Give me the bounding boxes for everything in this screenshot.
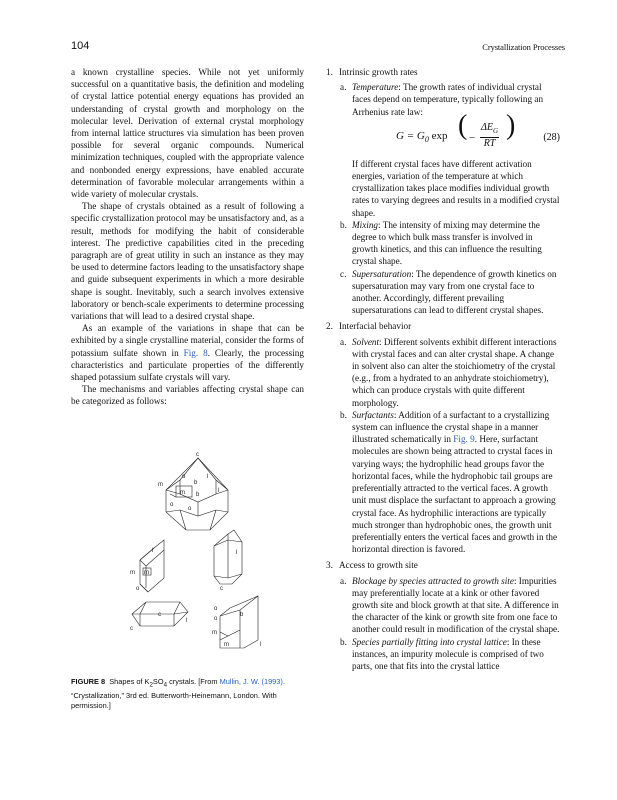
list-subitem	[326, 336, 560, 409]
face-label: l	[218, 488, 220, 494]
mullin-citation-link[interactable]: Mullin, J. W. (1993).	[219, 677, 285, 686]
paragraph-text: As an example of the variations in shape that can be exhibited by a single crystalline material, consider the forms of potassium sulfate shown in	[71, 323, 304, 358]
caption-label: FIGURE 8	[71, 677, 106, 686]
subitem-lead: Species partially fitting into crystal lattice	[352, 636, 507, 647]
list-item	[326, 66, 560, 78]
subitem-lead: Supersaturation	[352, 268, 412, 279]
face-label: c	[158, 612, 161, 618]
caption-text: crystals. [From	[167, 677, 220, 686]
subitem-text: : The intensity of mixing may determine the degree to which bulk mass transfer is involved in growth kinetics, and this can influence the resulting crystal shape.	[352, 219, 542, 267]
right-paren: )	[506, 109, 516, 141]
list-number: 1.	[326, 67, 333, 77]
numerator	[480, 122, 499, 138]
face-label: o	[170, 502, 174, 508]
page-number: 104	[71, 40, 90, 52]
face-label: o	[136, 586, 140, 592]
subitem-lead: Temperature	[352, 82, 399, 93]
subitem-text: : Impurities may preferentially locate at a kink or other favored growth site and block growth at that site. A difference in the character of the kink or growth site from one face to another could result in modification of the crystal shape.	[352, 575, 560, 635]
list-letter: c.	[340, 268, 347, 279]
list-title: Interfacial behavior	[339, 321, 412, 332]
subitem-text: : Addition of a surfactant to a crystallizing system can influence the crystal shape in a manner illustrated schematically in	[352, 409, 550, 445]
equation-28	[326, 109, 560, 158]
face-label: c	[130, 626, 133, 632]
face-label: l	[260, 642, 262, 648]
running-title: Crystallization Processes	[482, 42, 565, 52]
list-item	[326, 320, 560, 332]
list-letter: b.	[340, 219, 347, 230]
face-label: o	[214, 616, 218, 622]
list-number: 3.	[326, 560, 333, 571]
list-subitem	[326, 409, 560, 555]
equation-text: ΔE	[481, 121, 493, 133]
subitem-lead: Solvent	[352, 336, 380, 347]
face-label: l	[207, 474, 209, 480]
equation-subscript: G	[492, 126, 499, 135]
equation-subscript: 0	[424, 135, 429, 144]
minus-sign: −	[469, 131, 476, 144]
left-column	[71, 66, 304, 408]
face-label: m	[224, 642, 229, 648]
right-column	[326, 66, 560, 672]
subitem-text: : The dependence of growth kinetics on supersaturation may vary from one crystal face to another. Accordingly, different prevailing supersaturations can lead to different crystal shapes.	[352, 268, 557, 316]
equation-number: (28)	[543, 131, 560, 143]
face-label: b	[240, 612, 244, 618]
subitem-lead: Surfactants	[352, 409, 394, 420]
crystal-shapes-figure	[110, 450, 300, 660]
figure-caption	[71, 677, 304, 711]
list-title: Access to growth site	[339, 560, 418, 571]
face-label: l	[152, 548, 154, 554]
caption-text: “Crystallization,” 3rd ed. Butterworth-Heinemann, London. With permission.]	[71, 690, 277, 710]
face-label: l	[236, 550, 238, 556]
paragraph: If different crystal faces have different activation energies, variation of the temperature at which crystallization takes place modifies individual growth rates to varying degrees and results in a modified crystal shape.	[352, 158, 560, 218]
face-label: b	[194, 480, 198, 486]
face-label: m	[180, 490, 185, 496]
caption-subscript: 2	[149, 681, 153, 689]
equation-text: exp	[428, 129, 448, 142]
list-subitem	[326, 219, 560, 268]
face-label: m	[158, 482, 163, 488]
face-label: o	[188, 506, 192, 512]
face-label: c	[196, 452, 199, 458]
figure-9-link[interactable]: Fig. 9	[453, 434, 475, 445]
figure-8-link[interactable]: Fig. 8	[183, 347, 208, 358]
subitem-text: . Here, surfactant molecules are shown being attracted to crystal faces in varying ways; the hydrophilic head groups favor the horizontal faces, while the hydrophobic tail groups are preferentially attracted to the vertical faces. A growth unit must displace the surfactant to approach a growing crystal face. As hydrophilic interactions are typically much stronger than hydrophobic ones, the growth unit preferentially enters the vertical faces and growth in the horizontal direction is favored.	[352, 434, 558, 555]
left-paren: (	[458, 109, 468, 141]
subitem-text: : The growth rates of individual crystal faces depend on temperature, typically following an Arrhenius rate law:	[352, 82, 544, 117]
fraction	[480, 122, 499, 150]
face-label: m	[212, 630, 217, 636]
face-label: c	[220, 586, 223, 592]
subitem-text: : In these instances, an impurity molecule is comprised of two parts, one that fits into the crystal lattice	[352, 636, 544, 671]
list-number: 2.	[326, 321, 333, 332]
list-title: Intrinsic growth rates	[339, 67, 418, 77]
list-subitem	[326, 575, 560, 636]
face-label: m	[130, 570, 135, 576]
list-letter: b.	[340, 409, 347, 420]
paragraph-text: . Clearly, the processing characteristics and particulate properties of the differently shaped potassium sulfate crystals will vary.	[71, 347, 304, 383]
list-item	[326, 559, 560, 571]
list-letter: b.	[340, 636, 347, 647]
paragraph: The mechanisms and variables affecting crystal shape can be categorized as follows:	[71, 384, 304, 407]
list-subitem	[326, 81, 560, 118]
subitem-text: : Different solvents exhibit different interactions with crystal faces and can alter crystal shape. A change in solvent also can alter the stoichiometry of the crystal (e.g., from a hydrated to an anhydrate stoichiometry), which can produce crystals with quite different morphology.	[352, 336, 557, 408]
caption-text: SO	[152, 677, 164, 686]
list-letter: a.	[340, 575, 347, 586]
list-letter: a.	[340, 82, 347, 93]
face-label: o	[182, 474, 186, 480]
face-label: b	[196, 492, 200, 498]
crystal-drawing	[220, 596, 258, 648]
paragraph: The shape of crystals obtained as a result of following a specific crystallization protocol may be unsatisfactory and, as a result, methods for modifying the habit of considerable interest. The predictive capabilities cited in the preceding paragraph are of great utility in such an instance as they may be used to determine factors leading to the unsatisfactory shape and guide subsequent experiments in which a more desirable shape is sought. Inevitably, such a search involves extensive laboratory or bench-scale experiments to determine processing variations that will lead to a desired crystal shape.	[71, 201, 304, 322]
list-letter: a.	[340, 336, 347, 347]
caption-subscript: 4	[163, 681, 168, 689]
face-label: o	[214, 606, 218, 612]
caption-text: Shapes of K	[109, 677, 150, 686]
equation-lhs	[396, 130, 447, 146]
list-subitem	[326, 636, 560, 673]
crystal-drawing	[214, 530, 242, 584]
face-label: l	[186, 618, 188, 624]
equation-text: G = G	[396, 129, 425, 142]
list-subitem	[326, 268, 560, 317]
denominator: RT	[483, 138, 496, 150]
paragraph: a known crystalline species. While not yet uniformly successful on a quantitative basis, the definition and modeling of crystal lattice potential energy equations has provided an understanding of crystal growth and morphology on the molecular level. Derivation of external crystal morphology from internal lattice structures via simulation has been proven possible for several organic compounds. Numerical minimization techniques, coupled with the appropriate valence and nonbonded energy expressions, have enabled accurate determination of favorable molecular arrangements within a wide variety of molecular crystals.	[71, 67, 304, 200]
paragraph	[71, 322, 304, 383]
subitem-lead: Blockage by species attracted to growth site	[352, 575, 514, 586]
subitem-lead: Mixing	[352, 219, 379, 230]
face-label: m	[144, 570, 149, 576]
